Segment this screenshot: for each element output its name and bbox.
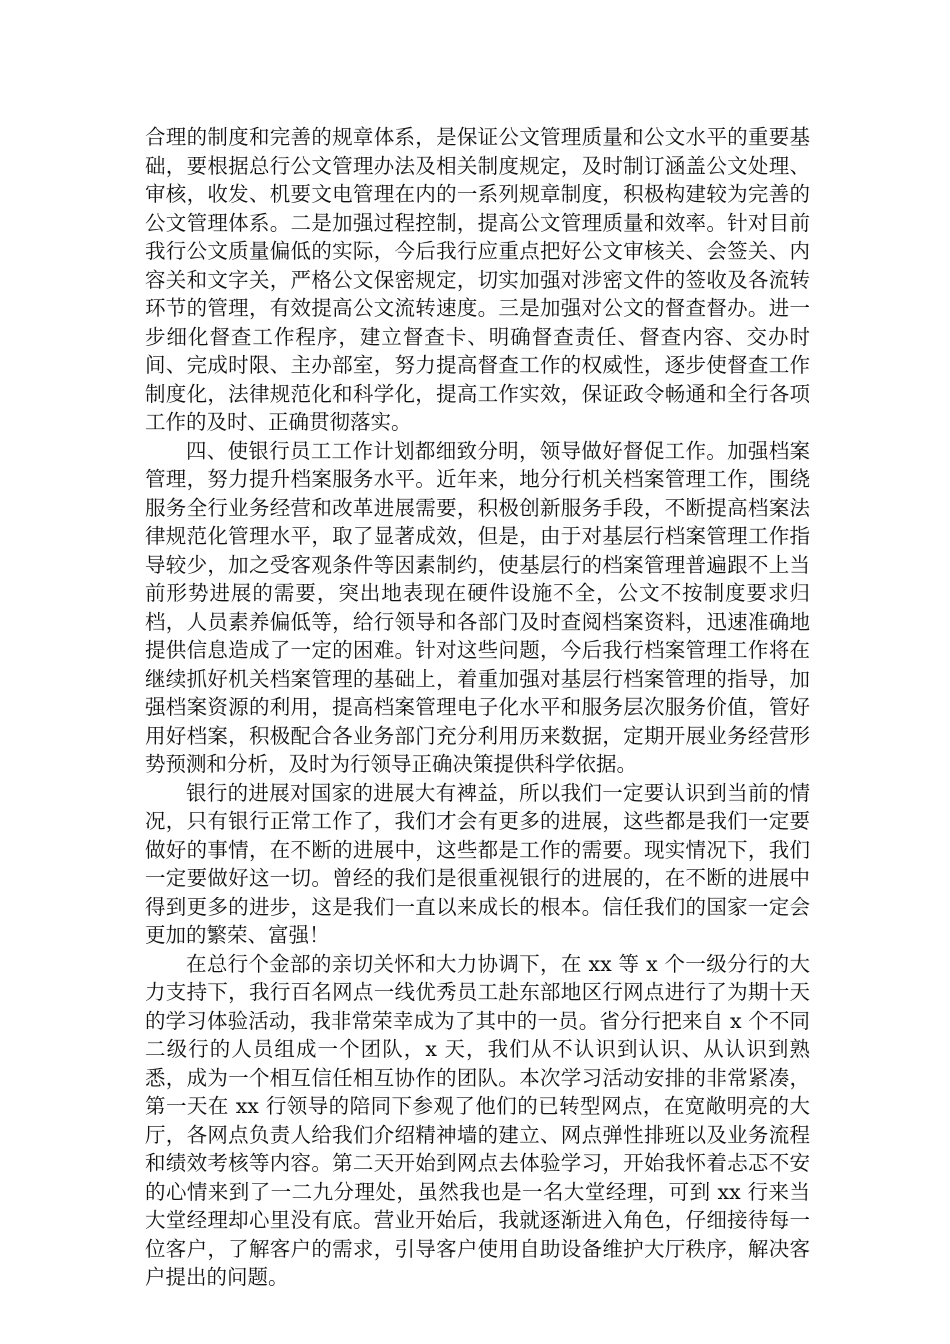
paragraph-4: 在总行个金部的亲切关怀和大力协调下，在 xx 等 x 个一级分行的大力支持下，我行百名网点一线优秀员工赴东部地区行网点进行了为期十天的学习体验活动，我非常荣幸成为了其中的一员。省分行把来自 x 个不同二级行的人员组成一个团队，x 天，我们从不认识到认识、从认识到熟悉，成为一个相互信任相互协作的团队。本次学习活动安排的非常紧凑，第一天在 xx 行领导的陪同下参观了他们的已转型网点，在宽敞明亮的大厅，各网点负责人给我们介绍精神墙的建立、网点弹性排班以及业务流程和绩效考核等内容。第二天开始到网点去体验学习，开始我怀着忐忑不安的心情来到了一二九分理处，虽然我也是一名大堂经理，可到 xx 行来当大堂经理却心里没有底。营业开始后，我就逐渐进入角色，仔细接待每一位客户，了解客户的需求，引导客户使用自助设备维护大厅秩序，解决客户提出的问题。	[145, 951, 810, 1289]
document-page	[145, 123, 810, 1292]
paragraph-3: 银行的进展对国家的进展大有裨益，所以我们一定要认识到当前的情况，只有银行正常工作了，我们才会有更多的进展，这些都是我们一定要做好的事情，在不断的进展中，这些都是工作的需要。现实情况下，我们一定要做好这一切。曾经的我们是很重视银行的进展的，在不断的进展中得到更多的进步，这是我们一直以来成长的根本。信任我们的国家一定会更加的繁荣、富强！	[145, 780, 810, 947]
paragraph-1: 合理的制度和完善的规章体系，是保证公文管理质量和公文水平的重要基础，要根据总行公文管理办法及相关制度规定，及时制订涵盖公文处理、审核，收发、机要文电管理在内的一系列规章制度，积极构建较为完善的公文管理体系。二是加强过程控制，提高公文管理质量和效率。针对目前我行公文质量偏低的实际，今后我行应重点把好公文审核关、会签关、内容关和文字关，严格公文保密规定，切实加强对涉密文件的签收及各流转环节的管理，有效提高公文流转速度。三是加强对公文的督查督办。进一步细化督查工作程序，建立督查卡、明确督查责任、督查内容、交办时间、完成时限、主办部室，努力提高督查工作的权威性，逐步使督查工作制度化，法律规范化和科学化，提高工作实效，保证政令畅通和全行各项工作的及时、正确贯彻落实。	[145, 125, 810, 434]
paragraph-2: 四、使银行员工工作计划都细致分明，领导做好督促工作。加强档案管理，努力提升档案服务水平。近年来，地分行机关档案管理工作，围绕服务全行业务经营和改革进展需要，积极创新服务手段，不断提高档案法律规范化管理水平，取了显著成效，但是，由于对基层行档案管理工作指导较少，加之受客观条件等因素制约，使基层行的档案管理普遍跟不上当前形势进展的需要，突出地表现在硬件设施不全，公文不按制度要求归档，人员素养偏低等，给行领导和各部门及时查阅档案资料，迅速准确地提供信息造成了一定的困难。针对这些问题，今后我行档案管理工作将在继续抓好机关档案管理的基础上，着重加强对基层行档案管理的指导，加强档案资源的利用，提高档案管理电子化水平和服务层次服务价值，管好用好档案，积极配合各业务部门充分利用历来数据，定期开展业务经营形势预测和分析，及时为行领导正确决策提供科学依据。	[145, 438, 810, 776]
